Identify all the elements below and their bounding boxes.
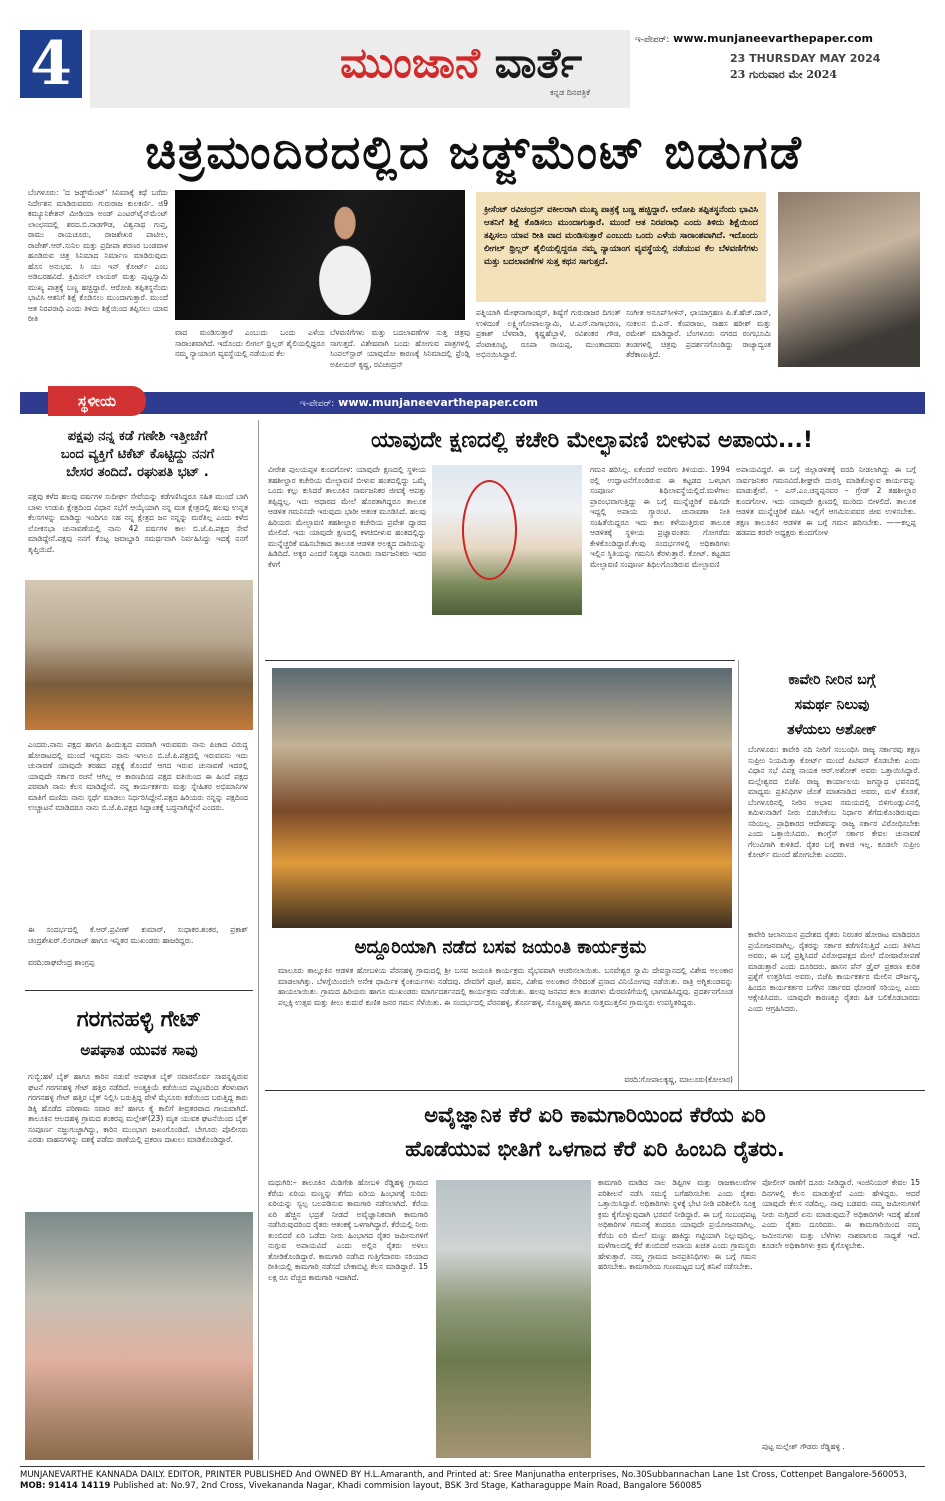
photo-bjp-meeting bbox=[25, 580, 253, 730]
lead-col-4: ಪತ್ನಿಯಾಗಿ ಮೇಘನಾಗಾಂವ್ಕರ್, ಶಿಷ್ಯೆಗೆ ಗುರುರಾಜರ ದಿಗಂತ್ ಉಳಿದಂತೆ ಲಕ್ಷ್ಮೀಗೋಪಾಲಸ್ವಾಮಿ, ಟಿ.ಎಸ್.ನಾಗಾಭರಣ, ಪ್ರಕಾಶ್ ಬೆಳವಾಡಿ, ಕೃಷ್ಣಹೆಬ್ಬಾಳೆ, ರವಿಶಂಕರ ಗೌಡ, ಪೆಂಟಾಕೂಟ್ಟಿ, ರೂಪಾ ರಾಯಪ್ಪ, ಮುಂತಾದವರು ಅಭಿನಯಿಸಿದ್ದಾರೆ. bbox=[476, 308, 621, 359]
accident-headline-line-1: ಗರಗನಹಳ್ಳಿ ಗೇಟ್ bbox=[76, 1007, 202, 1032]
logo-part-1: ಮುಂಜಾನೆ bbox=[340, 38, 480, 87]
newspaper-logo bbox=[340, 38, 582, 88]
footer-line-2 bbox=[20, 1481, 925, 1492]
office-col-3: ಅಪಾಯವಿದ್ದರೆ. ಈ ಬಗ್ಗೆ ಜಿಲ್ಲಾಡಳಿತಕ್ಕೆ ವರದಿ ನೀಡಲಾಗಿದ್ದು ಈ ಬಗ್ಗೆ ಸಾರ್ವಜನಿಕರ ಗಮನವಿದೆ.ಶೀಘ್ರವೇ ದುರಸ್ತಿ ಮಾಡಿಕೊಳ್ಳುವ ಕಾರ್ಯವನ್ನು ಮಾಡುತ್ತೇವೆ. – ಎಸ್.ಎಂ.ಚನ್ನಪ್ಪನವರ – ಗ್ರೇಡ್ 2 ತಹಶೀಲ್ದಾರ ಕುಂದಗೋಳ. ಇದು ಯಾವುದೇ ಕ್ಷಣದಲ್ಲಿ ಮುರಿದು ಬೀಳಲಿದೆ. ತಾಲೂಕ ಆಡಳಿತ ಮುನ್ನೆಚ್ಚರಿಕೆ ವಹಿಸಿ ಇಲ್ಲಿಗೆ ಆಗಮಿಸುವವರ ಜೀವ ಉಳಿಸಬೇಕು. ತಕ್ಷಣ ತಾಲೂಕಿನ ಆಡಳಿತ ಈ ಬಗ್ಗೆ ಗಮನ ಹರಿಸಬೇಕು. ——ಕಲ್ಲಪ್ಪ ಹಡಪದ ಕರವೇ ಅಧ್ಯಕ್ಷರು ಕುಂದಗೋಳ bbox=[736, 465, 916, 537]
epaper-label: ಇ-ಪೇಪರ್: bbox=[635, 35, 670, 45]
epaper-url: www.munjaneevarthepaper.com bbox=[673, 32, 873, 45]
basava-body: ಮಾಲೂರು ತಾಲ್ಲೂಕಿನ ಆಡಳಿತ ಹೋಬಳಿಯ ಪೆರನಹಳ್ಳಿ ಗ್ರಾಮದಲ್ಲಿ ಶ್ರೀ ಬಸವ ಜಯಂತಿ ಕಾರ್ಯಕ್ರಮ ವೈಭವವಾಗಿ ಆಚರಿಸಲಾಯಿತು. ಬಸವೇಶ್ವರ ಸ್ವಾಮಿ ದೇವಸ್ಥಾನದಲ್ಲಿ ವಿಶೇಷ ಅಲಂಕಾರ ಮಾಡಲಾಗಿತ್ತು. ಬೆಳಗ್ಗೆಯಿಂದಲೇ ಅನೇಕ ಧಾರ್ಮಿಕ ಕೈಂಕರ್ಯಗಳು ನಡೆದವು. ದೇವರಿಗೆ ಪೂಜೆ, ಹವನ, ವಿಶೇಷ ಅಲಂಕಾರ ಸೇರಿದಂತೆ ಪ್ರಸಾದ ವಿನಿಯೋಗವು ನಡೆಯಿತು. ರಾತ್ರಿ ಅಗ್ನಿಕುಂಡವನ್ನು ಹಾಯಲಾಯಿತು. ಗ್ರಾಮದ ಹಿರಿಯರು ಹಾಗೂ ಮುಖಂಡರು ಮಾರ್ಗದರ್ಶನದಲ್ಲಿ ಕಾರ್ಯಕ್ರಮ ನಡೆಯಿತು. ಹಲವು ಜನಪದ ಕಲಾ ತಂಡಗಳು ಮೆರವಣಿಗೆಯಲ್ಲಿ ಭಾಗವಹಿಸಿದ್ದವು. ಪ್ರದರ್ಶನಗೊಂಡ ಪಲ್ಲಕ್ಕಿ ಉತ್ಸವ ಮತ್ತು ಕೀಲು ಕುದುರೆ ಕುಣಿತ ಜನರ ಗಮನ ಸೆಳೆಯಿತು. ಈ ಸಂದರ್ಭದಲ್ಲಿ ಪೆರನಹಳ್ಳಿ, ತೊರ್ನಹಳ್ಳಿ, ಸೊಣ್ಣಹಳ್ಳಿ ಹಾಗೂ ಸುತ್ತಮುತ್ತಲಿನ ಗ್ರಾಮಸ್ಥರು ಉಪಸ್ಥಿತರಿದ್ದರು. bbox=[278, 966, 733, 1007]
page-number: 4 bbox=[20, 30, 82, 98]
office-headline: ಯಾವುದೇ ಕ್ಷಣದಲ್ಲಿ ಕಚೇರಿ ಮೇಲ್ಛಾವಣಿ ಬೀಳುವ ಅಪಾಯ...! bbox=[371, 428, 813, 453]
section-tag: ಸ್ಥಳೀಯ bbox=[48, 386, 146, 416]
lake-col-1: ಮಧುಗಿರಿ:– ತಾಲೂಕಿನ ಮಿಡಿಗೇಶಿ ಹೋಬಳಿ ರೆಡ್ಡಿಹಳ್ಳಿ ಗ್ರಾಮದ ಕೆರೆಯ ಏರಿಯ ಮಣ್ಣನ್ನು ತೆಗೆದು ಏರಿಯ ಹಿಂಭಾಗಕ್ಕೆ ಸುರಿದು ಏರಿಯನ್ನು ಸ್ವಲ್ಪ ಬಲಪಡಿಸುವ ಕಾಮಗಾರಿ ನಡೆಸಲಾಗಿದೆ. ಕೆರೆಯ ಏರಿ ಹೆಚ್ಚಿನ ಭದ್ರತೆ ನೀಡದೆ ಅವೈಜ್ಞಾನಿಕವಾಗಿ ಕಾಮಗಾರಿ ನಡೆಸಿರುವುದರಿಂದ ರೈತರು ಆತಂಕಕ್ಕೆ ಒಳಗಾಗಿದ್ದಾರೆ. ಕೆರೆಯಲ್ಲಿ ನೀರು ತುಂಬಿದರೆ ಏರಿ ಒಡೆದು ನೀರು ಹಿಂಭಾಗದ ರೈತರ ಜಮೀನುಗಳಿಗೆ ನುಗ್ಗುವ ಅಪಾಯವಿದೆ ಎಂದು ಅಲ್ಲಿನ ರೈತರು ಅಳಲು ತೋಡಿಕೊಂಡಿದ್ದಾರೆ. ಕಾಮಗಾರಿ ನಡೆಸಿದ ಗುತ್ತಿಗೆದಾರರು ಸರಿಯಾದ ರೀತಿಯಲ್ಲಿ ಕಾಮಗಾರಿ ನಡೆಸದೆ ಬೇಕಾಬಿಟ್ಟಿ ಕೆಲಸ ಮಾಡಿದ್ದಾರೆ. 15 ಲಕ್ಷ ರೂ ವೆಚ್ಚದ ಕಾಮಗಾರಿ ಇದಾಗಿದೆ. bbox=[268, 1178, 428, 1282]
date-kannada: 23 ಗುರುವಾರ ಮೇ 2024 bbox=[730, 68, 838, 81]
footer-mob-number: 91414 14119 bbox=[48, 1481, 111, 1491]
photo-lead-actor bbox=[175, 190, 465, 320]
basava-byline: ವರದಿ:ಗೋಪಾಲಕೃಷ್ಣ, ಮಾಲೂರು(ಕೋಲಾರ) bbox=[624, 1075, 733, 1084]
bjp-headline-line-3: ಬೇಸರ ತಂದಿದೆ. ರಘುಪತಿ ಭಟ್ . bbox=[66, 465, 209, 480]
section-epaper-label: ಇ-ಪೇಪರ್: bbox=[300, 399, 335, 409]
office-col-2: ಗಮನ ಹರಿಸಿಲ್ಲ. ಏಕೆಂದರೆ ಅವರಿಗು ತಿಳಿಯದು. 1994 ರಲ್ಲಿ ಉದ್ಘಾಟನೆಗೊಂಡಿರುವ ಈ ಕಟ್ಟಡದ ಒಳಭಾಗ ಸಂಪೂರ್ಣ ಶಿಥಿಲಾವಸ್ಥೆಯಲ್ಲಿದೆ.ಮಳೆಗಾಲ ಪ್ರಾರಂಭವಾಗುತ್ತಿದ್ದು ಈ ಬಗ್ಗೆ ಮುನ್ನೆಚ್ಚರಿಕೆ ವಹಿಸದೇ ಇದ್ದಲ್ಲಿ ಅಪಾಯ ಗ್ಯಾರಂಟಿ. ಚುನಾವಣಾ ನೀತಿ ಸಂಹಿತೆಯಿದ್ದರೂ ಇದು ಕಾಲ ಕಳೆಯುತ್ತಿರುವ ತಾಲೂಕ ಆಡಳಿತಕ್ಕೆ ಸ್ಥಳೀಯ ಪ್ರಜ್ಞಾವಂತರು ಗೋಗರೆದು ಕೇಳಿಕೊಂಡಿದ್ದಾರೆ.ಕೆಲವು ಸಂದರ್ಭಗಳಲ್ಲಿ ಅಧಿಕಾರಿಗಳು ಇಲ್ಲಿನ ಸ್ಥಿತಿಯನ್ನು ಗಮನಿಸಿ ತೆರಳುತ್ತಾರೆ. ಕೋಟ್. ಕಟ್ಟಡದ ಮೇಲ್ಛಾವಣಿ ಸಂಪೂರ್ಣ ಶಿಥಿಲಗೊಂಡಿರುವ ಮೇಲ್ಛಾವಣಿ bbox=[590, 465, 730, 569]
accident-headline-line-2: ಅಪಘಾತ ಯುವಕ ಸಾವು bbox=[80, 1041, 198, 1059]
lead-headline: ಚಿತ್ರಮಂದಿರದಲ್ಲಿದ ಜಡ್ಜ್‌ಮೆಂಟ್ ಬಿಡುಗಡೆ bbox=[145, 125, 803, 179]
footer-line-1: MUNJANEVARTHE KANNADA DAILY. EDITOR, PRINTER PUBLISHED And OWNED BY H.L.Amaranth, and Printed at: Sree Manjunatha enterprises, No.30Subbannachan Lane 1st Cross, Cottenpet Bangalore-560053, bbox=[20, 1470, 907, 1480]
cauvery-headline-line-3: ತಳೆಯಲು ಅಶೋಕ್ bbox=[787, 722, 877, 738]
footer-imprint bbox=[20, 1466, 925, 1492]
lead-col-2: ವಾದ ಮಂಡಿಸುತ್ತಾರೆ ಎಂಬುದು ಒಂದು ಎಳೆಯ ಸಾರಾಂಶವಾಗಿದೆ. ಇದೊಂದು ಲೀಗಲ್ ಥ್ರಿಲ್ಲರ್ ಶೈಲಿಯಲ್ಲಿದ್ದರೂ ನಮ್ಮ ನ್ಯಾಯಾಂಗ ವ್ಯವಸ್ಥೆಯಲ್ಲಿ ನಡೆಯುವ ಕೆಲ bbox=[175, 328, 325, 358]
lead-col-5: ಸಂಗೀತ ಅನೂಪ್‌ಸೀಳಿನ್, ಛಾಯಾಗ್ರಹಣ ಪಿ.ಕೆ.ಹೆಚ್.ದಾಸ್, ಸಂಕಲನ ಬಿ.ಎಸ್. ಕೆಂಪರಾಜು, ಸಾಹಸ ಹರೀಶ್ ಮತ್ತು ರಮೇಶ್ ಮಾಡಿದ್ದಾರೆ. ಬೆಂಗಳೂರು ನಗರದ ರಂಗಭೂಮಿ ತಂಡಗಳಲ್ಲಿ ಚಿತ್ರವು ಪ್ರದರ್ಶನಗೊಂಡಿದ್ದು ರಾಜ್ಯಾದ್ಯಂತ ತೆರೆಕಾಣುತ್ತಿದೆ. bbox=[626, 308, 771, 359]
logo-box bbox=[90, 30, 630, 108]
section-epaper-link[interactable] bbox=[300, 396, 538, 409]
cauvery-body: ಬೆಂಗಳೂರು: ಕಾವೇರಿ ನದಿ ನೀರಿಗೆ ಸಂಬಂಧಿಸಿ ರಾಜ್ಯ ಸರ್ಕಾರವು ತಕ್ಷಣ ಸುಪ್ರೀಂ ನಿಯಮಿತ್ತಾ ಕೋರ್ಟ್ ಮುಂದೆ ಪಿಟಿಷನ್ ಕೊಡಬೇಕು ಎಂದು ವಿಧಾನ ಸಭೆ ವಿಪಕ್ಷ ನಾಯಕ ಆರ್.ಅಶೋಕ್ ಅವರು ಒತ್ತಾಯಿಸಿದ್ದಾರೆ. ಮಲ್ಲೇಶ್ವರದ ಬಿಜೆಪಿ ರಾಜ್ಯ ಕಾರ್ಯಾಲಯ ಜಗನ್ನಾಥ ಭವನದಲ್ಲಿ ಮಾಧ್ಯಮ ಪ್ರತಿನಿಧಿಗಳ ಜೊತೆ ಮಾತನಾಡಿದ ಅವರು, ಮಳೆ ಕೊರತೆ, ಬೆಂಗಳೂರಿನಲ್ಲಿ ನೀರಿನ ಅಭಾವ ಸಮಯದಲ್ಲಿ ಬಿಳಿಗುಂಡ್ಲುವಿನಲ್ಲಿ ತಮಿಳುನಾಡಿಗೆ ನೀರು ಬಿಡಬೇಕೆಂಬ ನಿರ್ಧಾರ ತೆಗೆದುಕೊಂಡಿರುವುದು ಸರಿಯಲ್ಲ. ಪ್ರಾಧಿಕಾರದ ಆದೇಶವನ್ನು ರಾಜ್ಯ ಸರ್ಕಾರ ವಿರೋಧಿಸಬೇಕು ಎಂದು ಒತ್ತಾಯಿಸಿದರು. ಕಾಂಗ್ರೆಸ್ ಸರ್ಕಾರ ಕೇವಲ ಚುನಾವಣೆ ಗೆಲುವಿಗಾಗಿ ಕುಳಿತಿದೆ. ರೈತರ ಬಗ್ಗೆ ಕಾಳಜಿ ಇಲ್ಲ. ಕೂಡಲೇ ಸುಪ್ರೀಂ ಕೋರ್ಟ್ ಮುಂದೆ ಹೋಗಬೇಕು ಎಂದರು. bbox=[748, 745, 920, 859]
cauvery-headline-line-2: ಸಮರ್ಥ ನಿಲುವು bbox=[794, 697, 870, 713]
highlight-circle bbox=[462, 480, 517, 580]
lake-byline: ಪುಟ್ಟ ಮಲ್ಲೇಶ್ ಗೌಡರು ರೆಡ್ಡಿಹಳ್ಳಿ . bbox=[762, 1442, 845, 1451]
photo-office-building bbox=[432, 465, 582, 615]
lead-quote: ಕ್ರೀಸೆಂಟ್ ರವಿಚಂದ್ರನ್ ವಕೀಲರಾಗಿ ಮುಖ್ಯ ಪಾತ್ರಕ್ಕೆ ಬಣ್ಣ ಹಚ್ಚಿದ್ದಾರೆ. ಆರೋಪಿ ತಪ್ಪಿತಸ್ಥನೆಂದು ಭಾವಿಸಿ ಆತನಿಗೆ ಶಿಕ್ಷೆ ಕೊಡಿಸಲು ಮುಂದಾಗುತ್ತಾರೆ. ಮುಂದೆ ಆತ ನಿರಪರಾಧಿ ಎಂದು ತಿಳಿದು ಶಿಕ್ಷೆಯಿಂದ ತಪ್ಪಿಸಲು ಯಾವ ರೀತಿ ವಾದ ಮಂಡಿಸುತ್ತಾರೆ ಎಂಬುದು ಒಂದು ಎಳೆಯ ಸಾರಾಂಶವಾಗಿದೆ. ಇದೊಂದು ಲೀಗಲ್ ಥ್ರಿಲ್ಲರ್ ಶೈಲಿಯಲ್ಲಿದ್ದರೂ ನಮ್ಮ ನ್ಯಾಯಾಂಗ ವ್ಯವಸ್ಥೆಯಲ್ಲಿ ನಡೆಯುವ ಕೆಲ ಬೆಳವಣಿಗೆಗಳು ಮತ್ತು ಬದಲಾವಣೆಗಳ ಸುತ್ತ ಕಥನ ಸಾಗುತ್ತದೆ. bbox=[476, 192, 766, 302]
column-divider bbox=[258, 420, 259, 1460]
divider bbox=[265, 660, 735, 661]
bjp-headline-line-1: ಪಕ್ಷವು ನನ್ನ ಕಡೆ ಗಣೇಶಿ ಇತ್ತೀಚೆಗೆ bbox=[67, 429, 208, 444]
bjp-intro: ಪಕ್ಷವು ಕಳೆದ ಹಲವು ವರ್ಷಗಳ ಸುದೀರ್ಘ ಸೇವೆಯನ್ನು ಕಡೆಗಣಿಸಿದ್ದರೂ ಸಹಿತ ಮುಂದೆ ಬಾಗಿ ಬಾಳು ಉಡುಪಿ ಕ್ಷೇತ್ರದಿಂದ ವಿಧಾನ ಸಭೆಗೆ ಆಯ್ಕೆಯಾಗಿ ನನ್ನ ಮತ ಕ್ಷೇತ್ರದಲ್ಲಿ ಹಲವು ಉನ್ನತ ಕೆಲಸಗಳನ್ನು ಮಾಡಿದ್ದು ಇಂದಿಗೂ ಸಹ ನನ್ನ ಕ್ಷೇತ್ರದ ಜನ ನನ್ನನ್ನು ಮರೆತಿಲ್ಲ ಎಂದು ಕಳೆದ ಲೋಕಸಭಾ ಚುನಾವಣೆಯಲ್ಲಿ ನಾನು 42 ವರ್ಷಗಳ ಕಾಲ ಬಿ.ಜೆ.ಪಿ.ಪಕ್ಷದ ಸೇವೆ ಮಾಡಿದ್ದೇನೆ.ಪಕ್ಷವು ನನಗೆ ಕೊಟ್ಟ ಜವಾಬ್ದಾರಿ ಸಮರ್ಥವಾಗಿ ನಿರ್ವಹಿಸಿದ್ದು ಇದಕ್ಕೆ ನನಗೆ ತೃಪ್ತಿಯಿದೆ. bbox=[28, 492, 248, 554]
cauvery-headline bbox=[742, 668, 922, 743]
photo-ambulance bbox=[25, 1212, 253, 1460]
bjp-body-2: ಈ ಸಂದರ್ಭದಲ್ಲಿ ಕೆ.ಆರ್.ಪ್ರವೀಣ್ ಕುಮಾರ್, ಸುಧಾಕರ.ಶಂಕರ, ಪ್ರಕಾಶ್ ಚಂದ್ರಶೇಖರ್.ಲಿಂಗರಾಜ್ ಹಾಗೂ ಇನ್ನಿತರ ಮುಖಂಡರು ಹಾಜರಿದ್ದರು. bbox=[28, 925, 248, 945]
accident-headline bbox=[25, 1005, 253, 1065]
lake-headline-line-1: ಅವೈಜ್ಞಾನಿಕ ಕೆರೆ ಏರಿ ಕಾಮಗಾರಿಯಿಂದ ಕೆರೆಯ ಏರಿ bbox=[424, 1103, 766, 1127]
photo-lake-bund bbox=[436, 1180, 591, 1458]
lead-col-3: ಬೆಳವಣಿಗೆಗಳು ಮತ್ತು ಬದಲಾವಣೆಗಳ ಸುತ್ತ ಚಿತ್ರವು ಸಾಗುತ್ತದೆ. ವಿಶೇಷವಾಗಿ ಬಂದು ಹೋಗುವ ಪಾತ್ರಗಳಲ್ಲಿ ಸಿಂಪಲ್‌ಸ್ಟಾರ್ ಯಾವುದೋ ಕಾರಣಕ್ಕೆ ಸಿನಿಮಾದಲ್ಲಿ ಫ್ರೆಂಡ್ಲಿ ಅಪೀಯರ್ ಕೃಷ್ಣ, ರವಿಚಂದ್ರನ್ bbox=[330, 328, 470, 369]
photo-figure bbox=[285, 200, 405, 315]
divider bbox=[25, 990, 253, 991]
photo-basava-jayanti bbox=[272, 668, 732, 928]
accident-body: ಗುಬ್ಬಿ:ಹಳೆ ಬೈಕ್ ಹಾಗೂ ಕಾರಿನ ನಡುವೆ ಅಪಘಾತ ಬೈಕ್ ಸವಾರನೊರ್ವ ಸಾವನ್ನಪ್ಪಿರುವ ಘಟನೆ ಗರಗನಹಳ್ಳಿ ಗೇಟ್ ಹತ್ತಿರ ನಡೆದಿದೆ. ಅಂತ್ಯಕ್ರಿಯೆ ಕಡೆಯಿಂದ ಪಟ್ಟಣದಿಂದ ತೆರಳುವಾಗ ಗರಗನಹಳ್ಳಿ ಗೇಟ್ ಹತ್ತಿರ ಬೈಕ್ ನಿಲ್ಲಿಸಿ ಬರುತ್ತಿದ್ದ ವೇಳೆ ಮೈಸೂರು ಕಡೆಯಿಂದ ಬರುತ್ತಿದ್ದ ಕಾರು ಡಿಕ್ಕಿ ಹೊಡೆದ ಪರಿಣಾಮ ಸವಾರ ತಲೆ ಹಾಗೂ ಕೈ ಕಾಲಿಗೆ ತೀವ್ರತರವಾದ ಗಾಯವಾಗಿದೆ. ತಾಲೂಕಿನ ಆಲದಹಳ್ಳಿ ಗ್ರಾಮದ ಶಂಕರಪ್ಪ ಮಲ್ಲೇಶ್(23) ಮೃತ ಯುವಕ ಘಟನೆಯಿಂದ ಬೈಕ್ ಸಂಪೂರ್ಣ ನಜ್ಜುಗುಜ್ಜಾಗಿದ್ದು, ಕಾರಿನ ಮುಂಭಾಗ ಜಖಂಗೊಂಡಿದೆ. ಬೇಗೂರು ಪೊಲೀಸರು ಎರಡು ವಾಹನಗಳನ್ನು ವಶಕ್ಕೆ ಪಡೆದು ಠಾಣೆಯಲ್ಲಿ ಪ್ರಕರಣ ದಾಖಲು ಮಾಡಿಕೊಂಡಿದ್ದಾರೆ. bbox=[28, 1072, 248, 1144]
basava-headline: ಅದ್ದೂರಿಯಾಗಿ ನಡೆದ ಬಸವ ಜಯಂತಿ ಕಾರ್ಯಕ್ರಮ bbox=[354, 937, 647, 958]
lake-headline bbox=[265, 1098, 925, 1166]
bjp-byline: ವರದಿ:ರಾಘವೇಂದ್ರ ಶಾಂಗ್ರಪ್ಪ bbox=[28, 958, 95, 967]
lake-col-3: ಪೋಲೀಸ್ ಠಾಣೆಗೆ ದೂರು ನೀಡಿದ್ದಾರೆ. ಇಂಜಿನಿಯರ್ ಕೇವಲ 15 ದಿನಗಳಲ್ಲಿ ಕೆಲಸ ಮಾಡುತ್ತೇವೆ ಎಂದು ಹೇಳಿದ್ದರು. ಆದರೆ ಯಾವುದೇ ಕೆಲಸ ನಡೆದಿಲ್ಲ. ನಾವು ಬಡವರು ನಮ್ಮ ಜಮೀನುಗಳಿಗೆ ನೀರು ನುಗ್ಗಿದರೆ ಏನು ಮಾಡುವುದು? ಅಧಿಕಾರಿಗಳೇ ಇದಕ್ಕೆ ಹೊಣೆ ಎಂದು ರೈತರು ದೂರಿದರು. ಈ ಕಾಮಗಾರಿಯಿಂದ ನಮ್ಮ ಜಮೀನುಗಳು ಮತ್ತು ಬೆಳೆಗಳು ನಾಶವಾಗುವ ಸಾಧ್ಯತೆ ಇದೆ. ಕೂಡಲೇ ಅಧಿಕಾರಿಗಳು ಕ್ರಮ ಕೈಗೊಳ್ಳಬೇಕು. bbox=[762, 1178, 920, 1250]
lake-headline-line-2: ಹೊಡೆಯುವ ಭೀತಿಗೆ ಒಳಗಾದ ಕೆರೆ ಏರಿ ಹಿಂಬದಿ ರೈತರು. bbox=[405, 1137, 785, 1161]
footer-address: Published at: No.97, 2nd Cross, Vivekananda Nagar, Khadi commision layout, BSK 3rd Stage, Katharaguppe Main Road, Bangalore 560085 bbox=[113, 1481, 702, 1491]
lake-col-2: ಕಾಮಗಾರಿ ಮಾಡಿದ ನಾಲ ಡಿಪ್ಟಿಗಳ ಮತ್ತು ರಾಜಕಾಲುವೆಗಳ ಪರಿಶೀಲನೆ ನಡೆಸಿ ಸಮಸ್ಯೆ ಬಗೆಹರಿಸಬೇಕು ಎಂದು ರೈತರು ಒತ್ತಾಯಿಸಿದ್ದಾರೆ. ಅಧಿಕಾರಿಗಳು ಸ್ಥಳಕ್ಕೆ ಭೇಟಿ ನೀಡಿ ಪರಿಶೀಲಿಸಿ ಸೂಕ್ತ ಕ್ರಮ ಕೈಗೊಳ್ಳುವುದಾಗಿ ಭರವಸೆ ನೀಡಿದ್ದಾರೆ. ಈ ಬಗ್ಗೆ ಸಂಬಂಧಪಟ್ಟ ಅಧಿಕಾರಿಗಳ ಗಮನಕ್ಕೆ ತಂದರೂ ಯಾವುದೇ ಪ್ರಯೋಜನವಾಗಿಲ್ಲ. ಕೆರೆಯ ಏರಿ ಮೇಲೆ ಮಣ್ಣು ಹಾಕಿದ್ದು ಗಟ್ಟಿಯಾಗಿ ನಿಲ್ಲುವುದಿಲ್ಲ. ಮಳೆಗಾಲದಲ್ಲಿ ಕೆರೆ ತುಂಬಿದರೆ ಅಪಾಯ ಖಚಿತ ಎಂದು ಗ್ರಾಮಸ್ಥರು ಹೇಳುತ್ತಾರೆ. ನಮ್ಮ ಗ್ರಾಮದ ಜನಪ್ರತಿನಿಧಿಗಳು ಈ ಬಗ್ಗೆ ಗಮನ ಹರಿಸಬೇಕು. ಕಾಮಗಾರಿಯ ಗುಣಮಟ್ಟದ ಬಗ್ಗೆ ತನಿಖೆ ನಡೆಸಬೇಕು. bbox=[598, 1178, 756, 1271]
bjp-headline bbox=[25, 428, 250, 482]
epaper-link[interactable] bbox=[635, 32, 873, 45]
cauvery-body-2: ಕಾವೇರಿ ಜಲಾನಯನ ಪ್ರದೇಶದ ರೈತರು ನಿರಂತರ ಹೋರಾಟ ಮಾಡಿದರೂ ಪ್ರಯೋಜನವಾಗಿಲ್ಲ. ರೈತರನ್ನು ಸರ್ಕಾರ ಕಡೆಗಣಿಸುತ್ತಿದೆ ಎಂದು ತಿಳಿಸಿದ ಅವರು, ಈ ಬಗ್ಗೆ ಪ್ರಶ್ನಿಸಿದರೆ ವಿರೋಧಪಕ್ಷದ ಮೇಲೆ ದೋಷಾರೋಪಣೆ ಮಾಡುತ್ತಾರೆ ಎಂದು ದೂರಿದರು. ಹಾಸನ ಪೆನ್ ಡ್ರೈವ್ ಪ್ರಕರಣ ಕುರಿತ ಪ್ರಶ್ನೆಗೆ ಉತ್ತರಿಸಿದ ಅವರು, ಬಿಜೆಪಿ ಕಾರ್ಯಕರ್ತರ ಮೇಲಿನ ದೌರ್ಜನ್ಯ, ಹಿಂದೂ ಕಾರ್ಯಕರ್ತರ ಬಗೆಗಿನ ಸರ್ಕಾರದ ಧೋರಣೆ ಸರಿಯಲ್ಲ ಎಂದು ಆಕ್ಷೇಪಿಸಿದರು. ಯಾವುದೇ ಕಾರಣಕ್ಕೂ ರೈತರು ಹಿತ ಬಲಿಕೊಡಬಾರದು ಎಂದು ಆಗ್ರಹಿಸಿದರು. bbox=[748, 930, 920, 1013]
photo-actor-portrait bbox=[778, 192, 920, 367]
office-col-1: ವೀರೇಶ ಪುಲಯಪ್ಪಳ ಕುಂದಗೋಳ: ಯಾವುದೇ ಕ್ಷಣದಲ್ಲಿ ಸ್ಥಳೀಯ ತಹಶೀಲ್ದಾರ ಕಚೇರಿಯ ಮೇಲ್ಛಾವಣಿ ಬೀಳುವ ಹಂತದಲ್ಲಿದ್ದು ಒಮ್ಮೆ ಒಂದು ಕಲ್ಲು ಕುಸಿದರೆ ತಾಲೂಕಿನ ಸಾರ್ವಜನಿಕರ ಜೀವಕ್ಕೆ ಆಪತ್ತು ತಪ್ಪಿದ್ದಲ್ಲ. ಇದು ಆಧಾರದ ಮೇಲೆ ಹೊರತಾಗಿದ್ದರೂ ತಾಲೂಕ ಆಡಳಿತ ಗಮನಿಸದೇ ಇರುವುದು ಭಾರೀ ಆತಂಕ ಮೂಡಿಸಿದೆ. ಹಲವು ಹಿರಿಯರು ಮೇಲ್ಛಾವಣಿ ತಹಶೀಲ್ದಾರ ಕಚೇರಿಯ ಪ್ರವೇಶ ದ್ವಾರದ ಮೇಲಿದೆ. ಇದು ಯಾವುದೇ ಕ್ಷಣದಲ್ಲಿ ಕಳಚಿಬೀಳುವ ಹಂತದಲ್ಲಿದ್ದು ಮುನ್ನೆಚ್ಚರಿಕೆ ವಹಿಸಬೇಕಾದ ತಾಲೂಕ ಆಡಳಿತ ಅಲಕ್ಷ್ಯದ ದಾರಿಯನ್ನು ಹಿಡಿದಿದೆ. ಅಕ್ಕರ ಎಂದರೆ ನಿತ್ಯವೂ ನೂರಾರು ಸಾರ್ವಜನಿಕರು ಇದರ ಕೆಳಗೆ bbox=[268, 465, 426, 569]
column-divider bbox=[738, 660, 739, 1090]
lead-col-1: ಬೆಂಗಳೂರು: 'ದ ಜಡ್ಜ್‌ಮೆಂಟ್' ಸಿನಿಮಾಕ್ಕೆ ಕಥೆ ಬರೆದು ನಿರ್ದೇಶನ ಮಾಡಿರುವವರು ಗುರುರಾಜ ಕುಲಕರ್ಣಿ. ಜಿ9 ಕಮ್ಯೂನಿಕೇಶನ್ ಮೀಡಿಯಾ ಅಂಡ್ ಎಂಟರ್‌ಟೈನ್‌ಮೆಂಟ್ ಲಾಂಛನದಲ್ಲಿ ಶರದ.ಬಿ.ನಾಡಗೌಡ, ವಿಶ್ವನಾಥ ಗುಪ್ತ, ರಾಮು ರಾಯಚೂರು, ರಾಜಶೇಖರ ಪಾಟೀಲ, ರಾಜೇಶ್.ಆರ್.ಸುನಿಲ ಮತ್ತು ಪ್ರದೀಪಾ ಶರಣರ ಬಂಡವಾಳ ಹೂಡಿರುವ ಚಿತ್ರ ಸಿನಿಮಾದ ನಿರ್ಮಾಣ ಮಾಡಿರುವುದು ಹೊಸ ಅನುಭವ. ಸಿ ಯು ಇನ್ ಕೋರ್ಟ್ ಎಂಬ ಅಡಿಬರಹವಿದೆ. ಕ್ರಿಮಿನಲ್ ಲಾಯರ್ ಮತ್ತು ಪುಟ್ಟಸ್ವಾಮಿ ಮುಖ್ಯ ಪಾತ್ರಕ್ಕೆ ಬಣ್ಣ ಹಚ್ಚಿದ್ದಾರೆ. ಆರೋಪಿ ತಪ್ಪಿತಸ್ಥನೆಂದು ಭಾವಿಸಿ ಆತನಿಗೆ ಶಿಕ್ಷೆ ಕೊಡಿಸಲು ಮುಂದಾಗುತ್ತಾರೆ. ಮುಂದೆ ಆತ ನಿರಪರಾಧಿ ಎಂದು ತಿಳಿದು ಶಿಕ್ಷೆಯಿಂದ ತಪ್ಪಿಸಲು ಯಾವ ರೀತಿ bbox=[28, 188, 168, 323]
bjp-headline-line-2: ಬಂದ ವ್ಯಕ್ತಿಗೆ ಟಿಕೆಟ್ ಕೊಟ್ಟಿದ್ದು ನನಗೆ bbox=[60, 447, 215, 462]
divider bbox=[265, 1090, 925, 1091]
section-epaper-url: www.munjaneevarthepaper.com bbox=[338, 396, 538, 409]
masthead bbox=[20, 30, 925, 110]
bjp-body: ಎಂದರು.ನಾನು ಪಕ್ಷದ ಹಾಗೂ ಹಿಂದುತ್ವದ ಪರವಾಗಿ ಇರುವವರು ನಾನು ಪಿಚಾದ ವಿರುದ್ಧ ಹೋರಾಟದಲ್ಲಿ ಮುಂದೆ ಇದ್ದವನು ನಾನು ಇಗಲೂ ಬಿ.ಜೆ.ಪಿ.ಪಕ್ಷದಲ್ಲಿ ಇರುವವನು ಇದು ಚುನಾವಣೆ ಯಾವುದೇ ತರಹದ ಪಕ್ಷಕ್ಕೆ ತೊಂದರೆ ಆಗದ ಇರುವ ಚುನಾವಣೆ ಇದರಲ್ಲಿ ಯಾವುದೇ ಸರ್ಕಾರ ರಚನೆ ಆಗಿಲ್ಲ ಆ ಕಾರಣದಿಂದ ಪಕ್ಷದ ವತಿಯಿಂದ ಈ ಹಿಂದೆ ಪಕ್ಷದ ಪರವಾಗಿ ನಾನು ಕೆಲಸ ಮಾಡಿದ್ದೇನೆ. ನನ್ನ ಕಾರ್ಯಕರ್ತರು ಮತ್ತು ಸ್ನೇಹಿತರ ಅಭಿಮಾನಿಗಳ ಮಾತಿಗೆ ಮಣಿದು ನಾನು ಸ್ಪರ್ಧೆ ಮಾಡಲು ನಿರ್ಧರಿಸಿದ್ದೇನೆ.ಪಕ್ಷದ ಹಿರಿಯರು ನನ್ನನ್ನು ಪಕ್ಷದಿಂದ ಉಚ್ಚಾಟನೆ ಮಾಡಿದರೂ ನಾನು ಬಿ.ಜೆ.ಪಿ.ಪಕ್ಷದ ಸಿದ್ದಾಂತಕ್ಕೆ ಬದ್ಧನಾಗಿದ್ದೇನೆ ಎಂದರು. bbox=[28, 740, 248, 812]
tagline: ಕನ್ನಡ ದಿನಪತ್ರಿಕೆ bbox=[550, 88, 591, 97]
logo-part-2: ವಾರ್ತೆ bbox=[494, 38, 583, 87]
cauvery-headline-line-1: ಕಾವೇರಿ ನೀರಿನ ಬಗ್ಗೆ bbox=[788, 672, 876, 688]
date-english: 23 THURSDAY MAY 2024 bbox=[730, 52, 881, 65]
footer-mob-label: MOB: bbox=[20, 1481, 46, 1491]
